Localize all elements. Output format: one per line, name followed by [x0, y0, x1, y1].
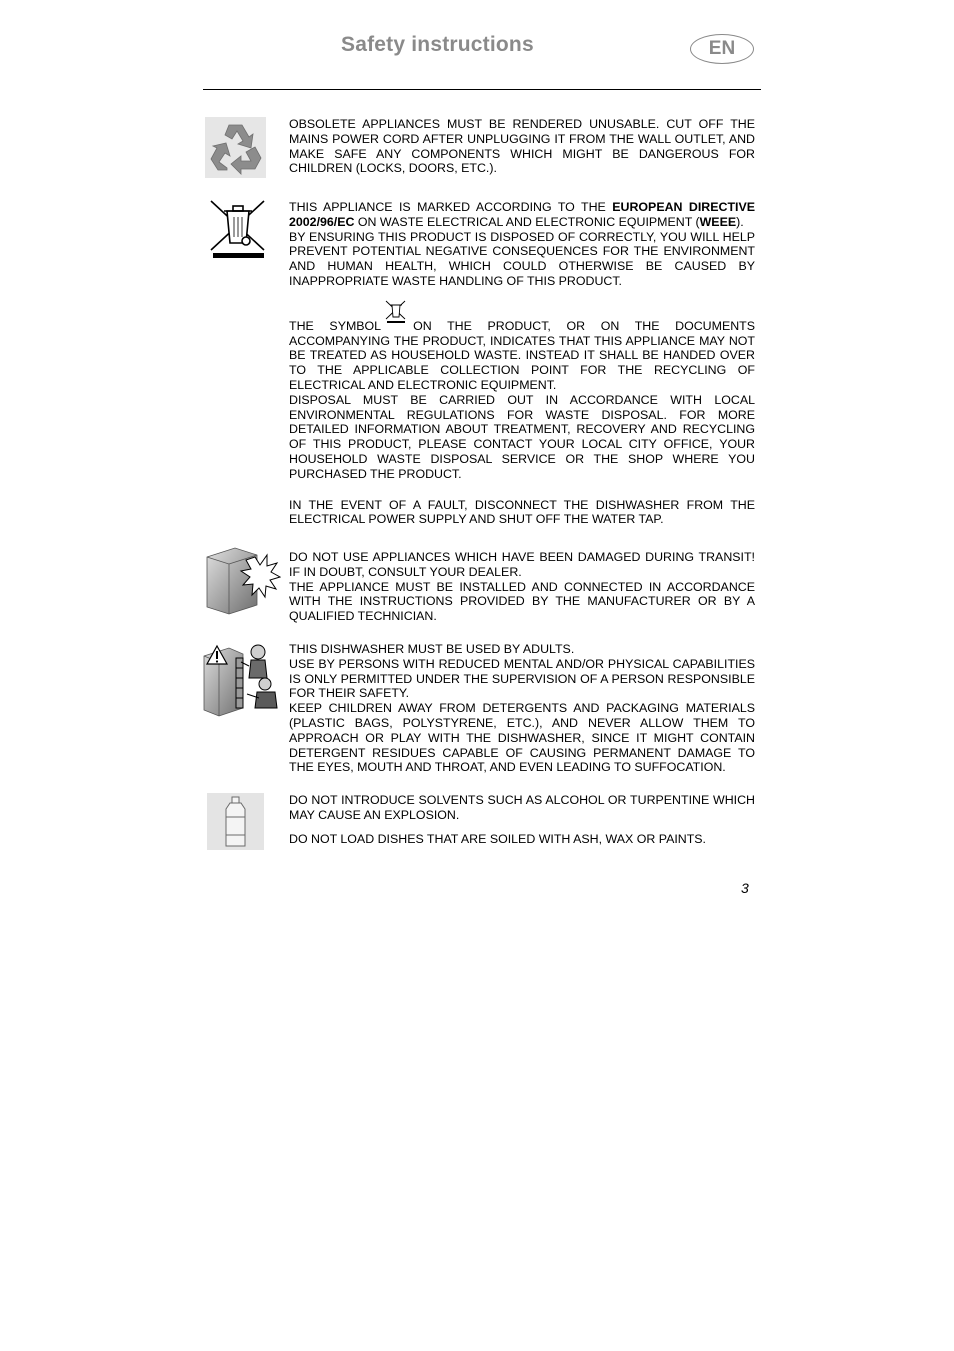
fault-paragraph: IN THE EVENT OF A FAULT, DISCONNECT THE DISHWASHER FROM THE ELECTRICAL POWER SUPPLY AND SHUT OFF THE WATER TAP.	[289, 497, 755, 527]
weee-paragraph-3	[289, 308, 755, 393]
recycle-instructions	[289, 117, 755, 176]
children-paragraph-3: KEEP CHILDREN AWAY FROM DETERGENTS AND PACKAGING MATERIALS (PLASTIC BAGS, POLYSTYRENE, ETC.), AND NEVER ALLOW THEM TO APPROACH OR PLAY WITH THE DISHWASHER, SINCE IT MIGHT CONTAIN DETERGENT RESIDUES CAPABLE OF CAUSING PERMANENT DAMAGE TO THE EYES, MOUTH AND THROAT, AND EVEN LEADING TO SUFFOCATION.	[289, 701, 755, 775]
solvent-paragraph-1: DO NOT INTRODUCE SOLVENTS SUCH AS ALCOHOL OR TURPENTINE WHICH MAY CAUSE AN EXPLOSION.	[289, 793, 755, 822]
header-divider	[203, 89, 761, 90]
damage-paragraph-1: DO NOT USE APPLIANCES WHICH HAVE BEEN DAMAGED DURING TRANSIT! IF IN DOUBT, CONSULT YOUR DEALER.	[289, 550, 755, 579]
page-title: Safety instructions	[341, 33, 534, 56]
children-instructions	[289, 642, 755, 775]
weee-paragraph-2: BY ENSURING THIS PRODUCT IS DISPOSED OF CORRECTLY, YOU WILL HELP PREVENT POTENTIAL NEGATIVE CONSEQUENCES FOR THE ENVIRONMENT AND HUMAN HEALTH, WHICH COULD OTHERWISE BE CAUSED BY INAPPROPRIATE WASTE HANDLING OF THIS PRODUCT.	[289, 229, 755, 288]
recycle-icon	[205, 117, 266, 178]
weee-p1-middle: ON WASTE ELECTRICAL AND ELECTRONIC EQUIPMENT (	[354, 214, 700, 229]
solvent-bottle-icon	[207, 793, 264, 850]
damaged-appliance-icon	[205, 547, 281, 615]
small-crossed-bin-icon	[385, 300, 407, 324]
damage-instructions	[289, 550, 755, 624]
weee-p3-start: THE SYMBOL	[289, 318, 382, 333]
weee-paragraph-4: DISPOSAL MUST BE CARRIED OUT IN ACCORDANCE WITH LOCAL ENVIRONMENTAL REGULATIONS FOR WASTE DISPOSAL. FOR MORE DETAILED INFORMATION ABOUT TREATMENT, RECOVERY AND RECYCLING OF THIS PRODUCT, PLEASE CONTACT YOUR LOCAL CITY OFFICE, YOUR HOUSEHOLD WASTE DISPOSAL SERVICE OR THE SHOP WHERE YOU PURCHASED THE PRODUCT.	[289, 392, 755, 481]
weee-instructions	[289, 200, 755, 527]
weee-p3-rest: ON THE PRODUCT, OR ON THE DOCUMENTS ACCOMPANYING THE PRODUCT, INDICATES THAT THIS APPLIANCE MAY NOT BE TREATED AS HOUSEHOLD WASTE. INSTEAD IT SHALL BE HANDED OVER TO THE APPLICABLE COLLECTION POINT FOR THE RECYCLING OF ELECTRICAL AND ELECTRONIC EQUIPMENT.	[289, 318, 755, 392]
weee-p1-text: THIS APPLIANCE IS MARKED ACCORDING TO THE	[289, 200, 613, 214]
solvent-paragraph-2: DO NOT LOAD DISHES THAT ARE SOILED WITH ASH, WAX OR PAINTS.	[289, 831, 706, 846]
children-paragraph-2: USE BY PERSONS WITH REDUCED MENTAL AND/OR PHYSICAL CAPABILITIES IS ONLY PERMITTED UNDER THE SUPERVISION OF A PERSON RESPONSIBLE FOR THEIR SAFETY.	[289, 656, 755, 701]
recycle-text: OBSOLETE APPLIANCES MUST BE RENDERED UNUSABLE. CUT OFF THE MAINS POWER CORD AFTER UNPLUGGING IT FROM THE WALL OUTLET, AND MAKE SAFE ANY COMPONENTS WHICH MIGHT BE DANGEROUS FOR CHILDREN (LOCKS, DOORS, ETC.).	[289, 117, 755, 176]
weee-p1-end: ).	[736, 214, 744, 229]
language-badge: EN	[690, 34, 754, 64]
damage-paragraph-2: THE APPLIANCE MUST BE INSTALLED AND CONNECTED IN ACCORDANCE WITH THE INSTRUCTIONS PROVIDED BY THE MANUFACTURER OR BY A QUALIFIED TECHNICIAN.	[289, 579, 755, 624]
solvent-instructions	[289, 793, 755, 846]
crossed-bin-icon	[209, 199, 267, 259]
children-paragraph-1: THIS DISHWASHER MUST BE USED BY ADULTS.	[289, 642, 575, 656]
weee-acronym: WEEE	[699, 214, 737, 229]
page-number: 3	[741, 880, 749, 896]
weee-directive: EUROPEAN DIRECTIVE 2002/96/EC	[289, 200, 756, 229]
children-warning-icon	[203, 642, 281, 717]
weee-paragraph-1	[289, 200, 755, 230]
